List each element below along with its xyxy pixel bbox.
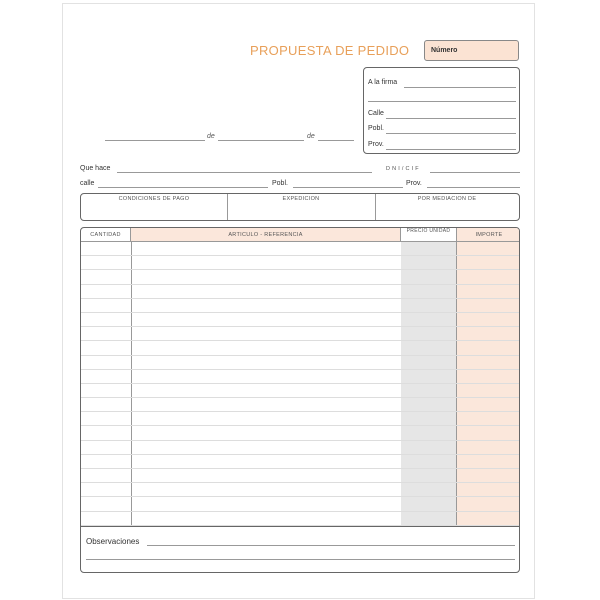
conditions-box	[80, 193, 520, 221]
client-calle-line[interactable]	[98, 187, 268, 188]
date-de-1: de	[207, 133, 215, 140]
mediacion-cell[interactable]	[375, 194, 519, 220]
date-day-line[interactable]	[105, 140, 205, 141]
table-row[interactable]	[81, 512, 520, 526]
numero-field[interactable]	[424, 40, 519, 61]
table-row[interactable]	[81, 285, 520, 299]
recipient-box	[363, 67, 520, 154]
dni-label: D N I / C I F	[386, 166, 419, 172]
table-row[interactable]	[81, 356, 520, 370]
a-la-firma-line[interactable]	[404, 87, 516, 88]
table-row[interactable]	[81, 455, 520, 469]
recipient-pobl-line[interactable]	[386, 133, 516, 134]
recipient-prov-line[interactable]	[386, 149, 516, 150]
a-la-firma-label: A la firma	[368, 79, 398, 86]
observaciones-label: Observaciones	[86, 537, 140, 546]
a-la-firma-line-2[interactable]	[368, 101, 516, 102]
form-title: PROPUESTA DE PEDIDO	[250, 43, 410, 58]
table-row[interactable]	[81, 384, 520, 398]
header-articulo	[131, 228, 401, 242]
table-row[interactable]	[81, 426, 520, 440]
numero-label: Número	[431, 47, 458, 54]
header-articulo-label: ARTICULO - REFERENCIA	[228, 232, 303, 238]
client-calle-label: calle	[80, 180, 95, 187]
header-cantidad	[81, 228, 131, 242]
table-row[interactable]	[81, 242, 520, 256]
date-month-line[interactable]	[218, 140, 304, 141]
que-hace-line[interactable]	[117, 172, 372, 173]
table-row[interactable]	[81, 441, 520, 455]
table-row[interactable]	[81, 299, 520, 313]
table-row[interactable]	[81, 313, 520, 327]
expedicion-label: EXPEDICION	[282, 196, 320, 202]
observaciones-line-2[interactable]	[86, 559, 515, 560]
date-year-line[interactable]	[318, 140, 354, 141]
table-row[interactable]	[81, 398, 520, 412]
header-cantidad-label: CANTIDAD	[90, 232, 121, 238]
que-hace-label: Que hace	[80, 165, 111, 172]
condiciones-pago-label: CONDICIONES DE PAGO	[118, 196, 190, 202]
client-pobl-label: Pobl.	[272, 180, 288, 187]
table-row[interactable]	[81, 469, 520, 483]
table-row[interactable]	[81, 270, 520, 284]
recipient-pobl-label: Pobl.	[368, 125, 384, 132]
client-prov-label: Prov.	[406, 180, 422, 187]
header-precio	[401, 228, 457, 242]
table-row[interactable]	[81, 370, 520, 384]
client-prov-line[interactable]	[427, 187, 520, 188]
dni-line[interactable]	[430, 172, 520, 173]
header-precio-label: PRECIO UNIDAD	[406, 228, 451, 234]
mediacion-label: POR MEDIACION DE	[417, 196, 477, 202]
date-de-2: de	[307, 133, 315, 140]
expedicion-cell[interactable]	[227, 194, 376, 220]
table-row[interactable]	[81, 483, 520, 497]
header-importe	[457, 228, 520, 242]
table-row[interactable]	[81, 412, 520, 426]
items-table	[80, 227, 520, 573]
table-row[interactable]	[81, 256, 520, 270]
client-pobl-line[interactable]	[293, 187, 403, 188]
header-importe-label: IMPORTE	[475, 232, 503, 238]
condiciones-pago-cell[interactable]	[81, 194, 228, 220]
recipient-calle-line[interactable]	[386, 118, 516, 119]
recipient-prov-label: Prov.	[368, 141, 384, 148]
recipient-calle-label: Calle	[368, 110, 384, 117]
table-row[interactable]	[81, 341, 520, 355]
items-rows	[81, 242, 520, 526]
table-row[interactable]	[81, 497, 520, 511]
table-row[interactable]	[81, 327, 520, 341]
observaciones-line-1[interactable]	[147, 545, 515, 546]
table-bottom-divider	[81, 526, 520, 527]
